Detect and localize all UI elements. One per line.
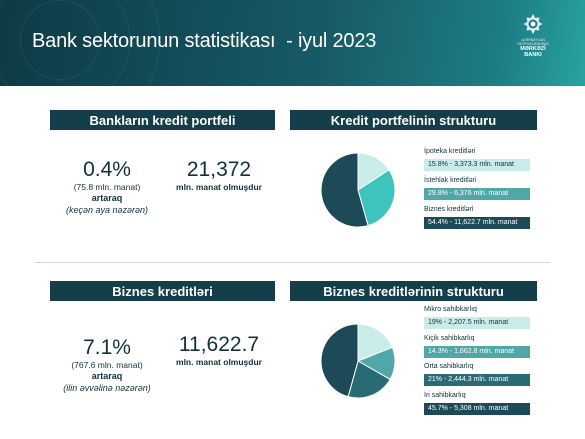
growth-percent: 0.4%: [83, 158, 131, 181]
legend-value: 14.3% - 1,662.8 mln. manat: [424, 346, 530, 358]
total-value: 11,622.7: [178, 333, 260, 356]
section2-growth: [44, 336, 170, 394]
total-note: mln. manat olmuşdur: [176, 182, 262, 192]
logo-line1: AZƏRBAYCAN: [521, 38, 545, 42]
legend-value: 54.4% - 11,622.7 mln. manat: [424, 217, 530, 229]
legend-label: İstehlak kreditləri: [424, 177, 477, 184]
header-banner: [0, 0, 585, 86]
total-note: mln. manat olmuşdur: [176, 357, 262, 367]
growth-note: (ilin əvvəlinə nəzərən): [63, 383, 151, 393]
section1-total: [160, 158, 278, 193]
legend-value: 19% - 2,207.5 mln. manat: [424, 317, 530, 329]
section2-total: [160, 333, 278, 368]
legend-item: [424, 362, 530, 386]
legend-label: İpoteka kreditləri: [424, 148, 476, 155]
page-title: Bank sektorunun statistikası - iyul 2023: [32, 30, 377, 52]
growth-word: artaraq: [91, 193, 123, 203]
legend-label: Biznes kreditləri: [424, 206, 474, 213]
section1-right-title: Kredit portfelinin strukturu: [290, 110, 537, 130]
legend-item: [424, 205, 530, 229]
logo-line4: BANKI: [524, 52, 542, 58]
logo-line2: RESPUBLİKASININ: [517, 42, 549, 46]
legend-value: 29.8% - 6,376 mln. manat: [424, 188, 530, 200]
growth-note: (keçən aya nəzərən): [65, 205, 149, 215]
legend-value: 45.7% - 5,308 mln. manat: [424, 403, 530, 415]
legend-item: [424, 391, 530, 415]
legend-item: [424, 147, 530, 171]
legend-item: [424, 176, 530, 200]
section2-right-title: Biznes kreditlərinin strukturu: [290, 281, 537, 301]
logo-line3: MƏRKƏZİ: [520, 46, 546, 52]
legend-value: 21% - 2,444.3 mln. manat: [424, 374, 530, 386]
emblem-icon: [523, 14, 543, 34]
section-divider: [35, 262, 550, 263]
legend-item: [424, 305, 530, 329]
legend-label: İri sahibkarlıq: [424, 392, 466, 399]
legend-item: [424, 334, 530, 358]
legend-value: 15.8% - 3,373.3 mln. manat: [424, 159, 530, 171]
legend-label: Kiçik sahibkarlıq: [424, 335, 475, 342]
legend-label: Orta sahibkarlıq: [424, 363, 474, 370]
growth-word: artaraq: [91, 371, 123, 381]
total-value: 21,372: [186, 158, 252, 181]
section1-growth: [44, 158, 170, 216]
legend-label: Mikro sahibkarlıq: [424, 306, 477, 313]
growth-amount: (75.8 mln. manat): [73, 182, 141, 192]
growth-amount: (767.6 mln. manat): [71, 360, 143, 370]
business-credit-pie-chart: [320, 323, 396, 399]
section1-left-title: Bankların kredit portfeli: [50, 110, 275, 130]
credit-portfolio-pie-chart: [320, 152, 396, 228]
section2-left-title: Biznes kreditləri: [50, 281, 275, 301]
growth-percent: 7.1%: [83, 336, 131, 359]
